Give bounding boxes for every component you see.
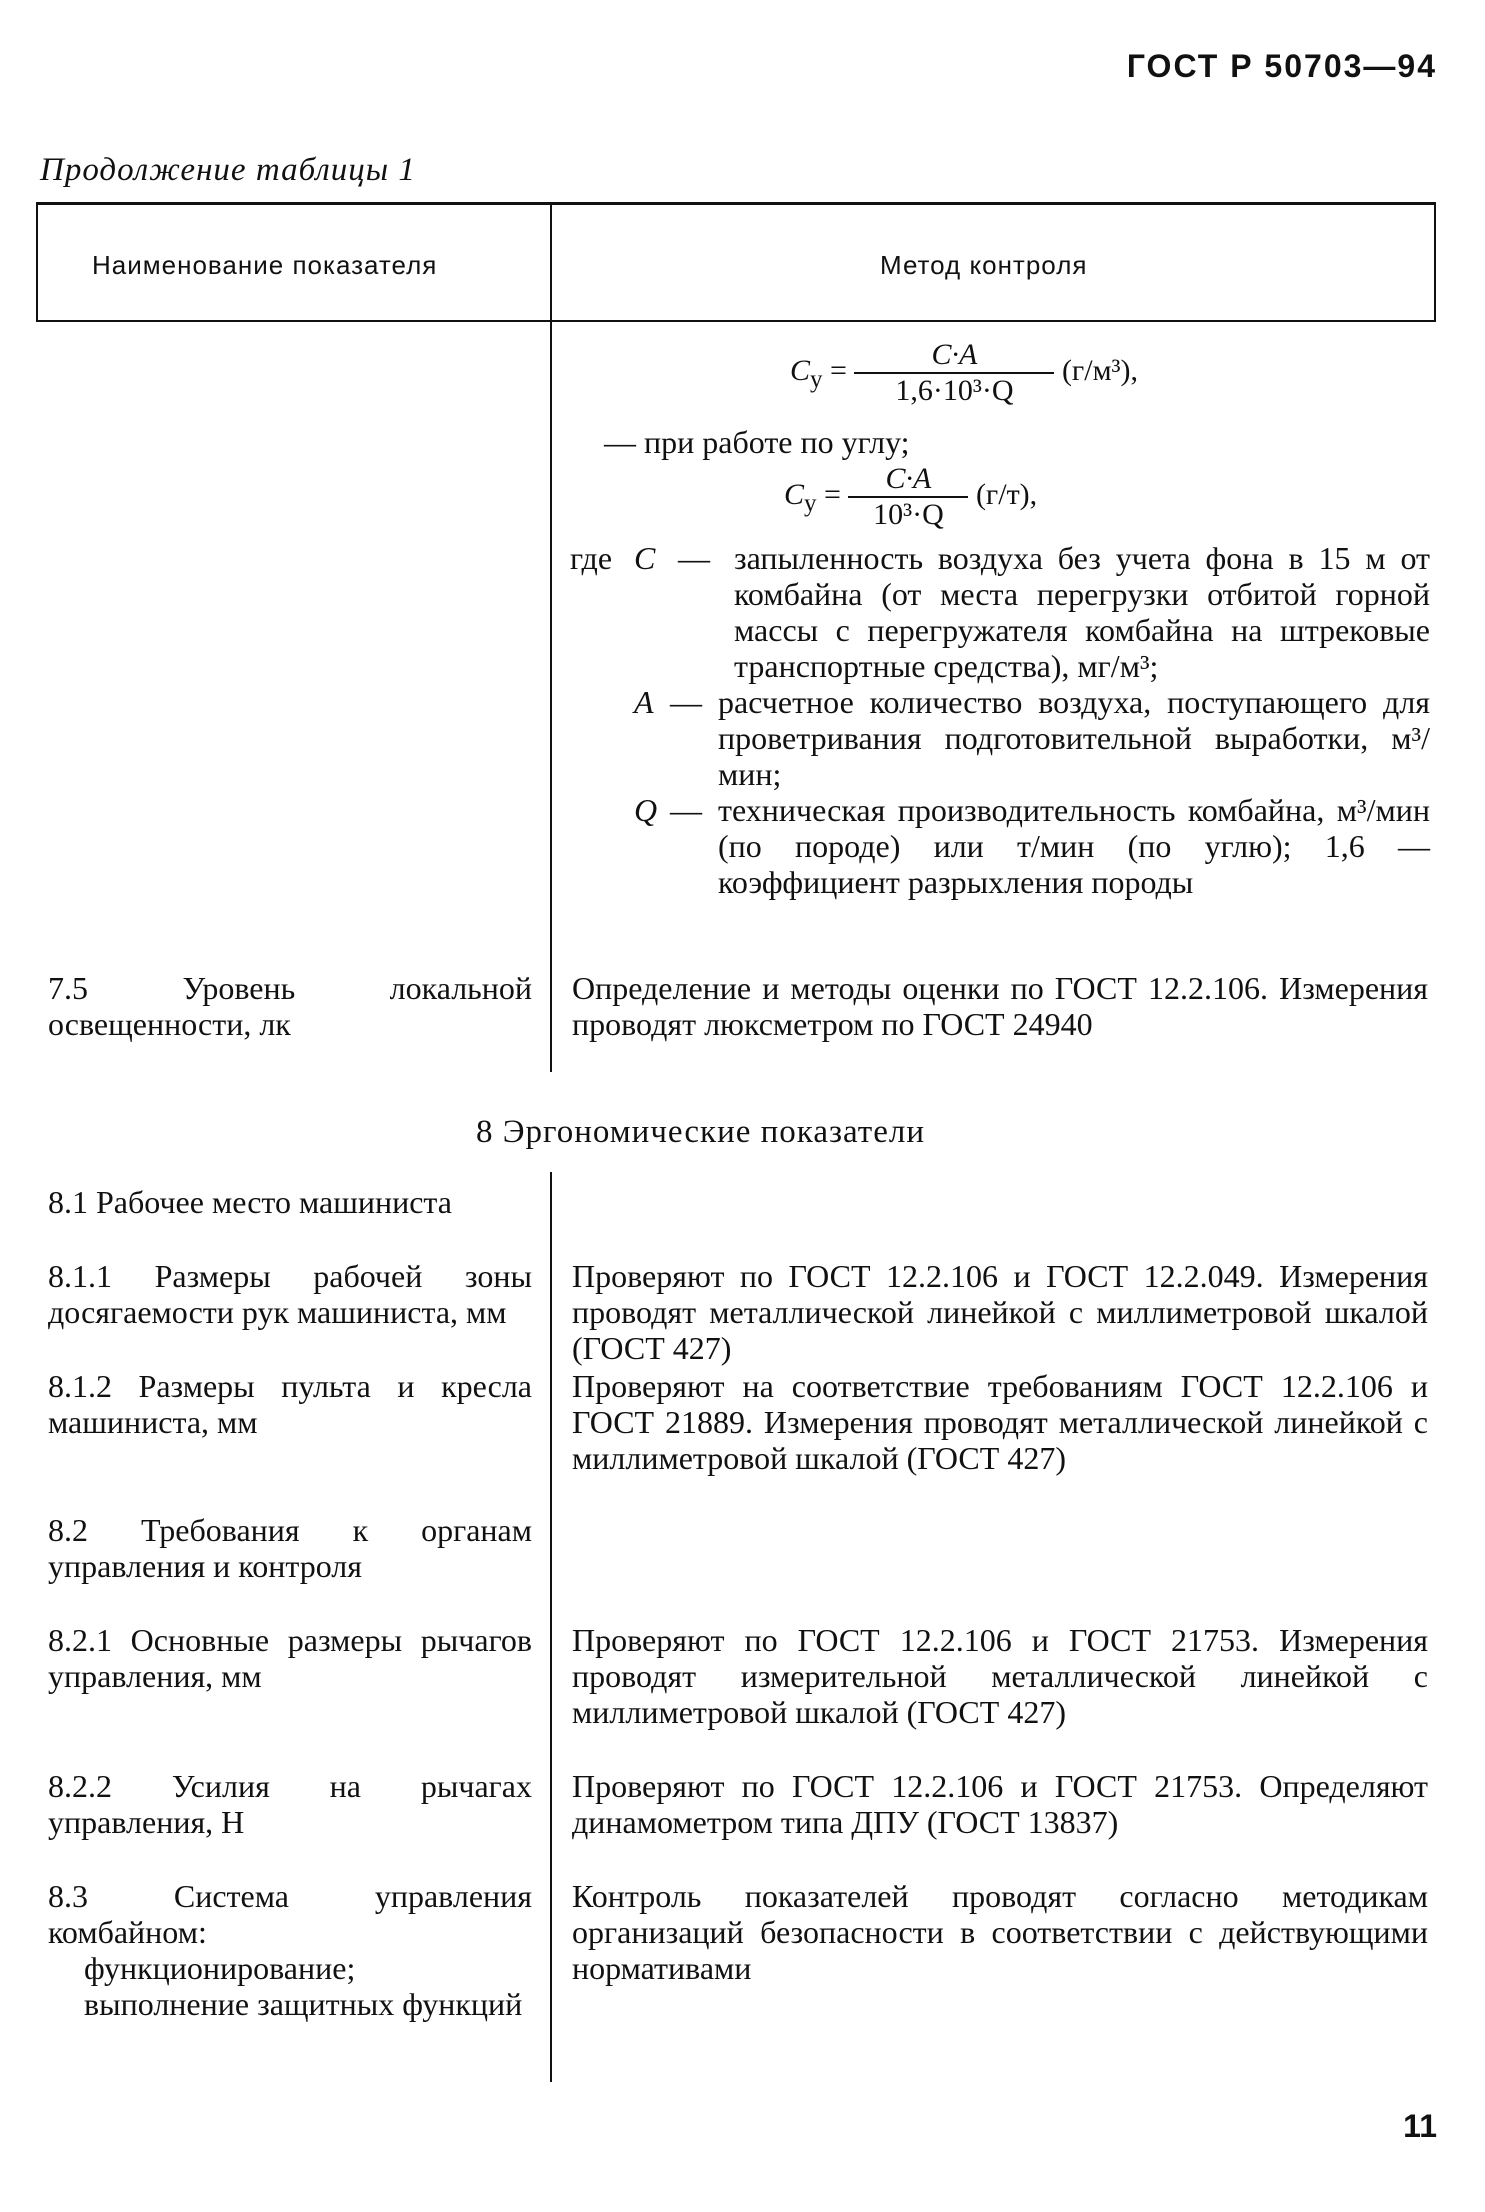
formula2-lhs-sub: у [804, 489, 817, 517]
definition-dash: — [670, 684, 702, 720]
row-8-2-1-name: 8.2.1 Основные размеры рычагов управления, мм [48, 1622, 532, 1694]
definition-Q [570, 792, 1430, 900]
page-number: 11 [1403, 2108, 1437, 2144]
row-8-1-name: 8.1 Рабочее место машиниста [48, 1184, 452, 1220]
formula2-denominator: 10³·Q [873, 498, 944, 531]
row-8-2-1-method: Проверяют по ГОСТ 12.2.106 и ГОСТ 21753. Измерения проводят измерительной металлической линейкой с миллиметровой шкалой (ГОСТ 427) [572, 1622, 1428, 1730]
row-7-5-method: Определение и методы оценки по ГОСТ 12.2.106. Измерения проводят люксметром по ГОСТ 24940 [572, 970, 1428, 1042]
formula2-fraction [848, 462, 968, 532]
row-8-2-2-name: 8.2.2 Усилия на рычагах управления, Н [48, 1768, 532, 1840]
formula2-unit: (г/т), [975, 477, 1038, 511]
row-7-5-name: 7.5 Уровень локальной освещенности, лк [48, 970, 532, 1042]
definition-symbol: Q [634, 792, 658, 828]
definition-dash: — [678, 540, 710, 576]
row-8-1-1-name: 8.1.1 Размеры рабочей зоны досягаемости рук машиниста, мм [48, 1258, 532, 1330]
definition-symbol: A [634, 684, 654, 720]
definition-C [570, 540, 1430, 684]
formula1-eq: = [830, 353, 847, 387]
formula2-eq: = [824, 477, 841, 511]
row-8-2-2-method: Проверяют по ГОСТ 12.2.106 и ГОСТ 21753. Определяют динамометром типа ДПУ (ГОСТ 13837) [572, 1768, 1428, 1840]
row-8-3-item-functioning: функционирование; [84, 1950, 356, 1986]
table-top-rule [36, 202, 1436, 205]
definition-text: расчетное количество воздуха, поступающего для проветривания подготовительной выработки, м³/мин; [718, 684, 1430, 792]
definition-A [570, 684, 1430, 792]
formula1-lhs: C [790, 353, 811, 387]
definition-prefix [570, 792, 634, 900]
section-title-ergonomic: 8 Эргономические показатели [476, 1114, 925, 1150]
column-header-name: Наименование показателя [92, 250, 438, 280]
definition-prefix: где [570, 540, 613, 576]
row-8-1-2-method: Проверяют на соответствие требованиям ГОСТ 12.2.106 и ГОСТ 21889. Измерения проводят металлической линейкой с миллиметровой шкалой (ГОСТ 427) [572, 1368, 1428, 1476]
table-right-border [1434, 202, 1436, 322]
row-8-2-name: 8.2 Требования к органам управления и контроля [48, 1512, 532, 1584]
definition-prefix [570, 684, 634, 792]
formula1-denominator: 1,6·10³·Q [895, 374, 1014, 407]
formula2-lhs: C [784, 477, 805, 511]
row-8-1-2-name: 8.1.2 Размеры пульта и кресла машиниста, мм [48, 1368, 532, 1440]
formula-between-text: — при работе по углу; [604, 424, 910, 460]
row-8-3-method: Контроль показателей проводят согласно методикам организаций безопасности в соответствии с действующими нормативами [572, 1878, 1428, 1986]
formula1-lhs-sub: у [810, 365, 823, 393]
document-id: ГОСТ Р 50703—94 [1126, 48, 1437, 84]
formula-definitions [570, 540, 1430, 900]
table-column-divider-bottom [550, 1172, 552, 2082]
formula1-numerator: C·A [854, 338, 1054, 374]
formula-dust-rock [790, 338, 1138, 408]
formula2-numerator: C·A [848, 462, 968, 498]
definition-text: запыленность воздуха без учета фона в 15 м от комбайна (от места перегрузки отбитой горной массы с перегружателя комбайна на штрековые транспортные средства), мг/м³; [734, 540, 1430, 684]
table-continuation-caption: Продолжение таблицы 1 [40, 152, 416, 188]
row-8-3-name: 8.3 Система управления комбайном: [48, 1878, 532, 1950]
definition-text: техническая производительность комбайна, м³/мин (по породе) или т/мин (по углю); 1,6 — коэффициент разрыхления породы [718, 792, 1430, 900]
formula1-unit: (г/м³), [1061, 353, 1139, 387]
formula1-fraction [854, 338, 1054, 408]
table-left-border [36, 202, 38, 322]
definition-symbol: C [634, 540, 656, 576]
row-8-1-1-method: Проверяют по ГОСТ 12.2.106 и ГОСТ 12.2.049. Измерения проводят металлической линейкой с миллиметровой шкалой (ГОСТ 427) [572, 1258, 1428, 1366]
row-8-3-item-protective: выполнение защитных функций [84, 1986, 523, 2022]
definition-dash: — [670, 792, 702, 828]
table-header-rule [36, 320, 1436, 322]
table-column-divider-top [550, 202, 552, 1072]
formula-dust-coal [784, 462, 1037, 532]
column-header-method: Метод контроля [880, 250, 1088, 280]
